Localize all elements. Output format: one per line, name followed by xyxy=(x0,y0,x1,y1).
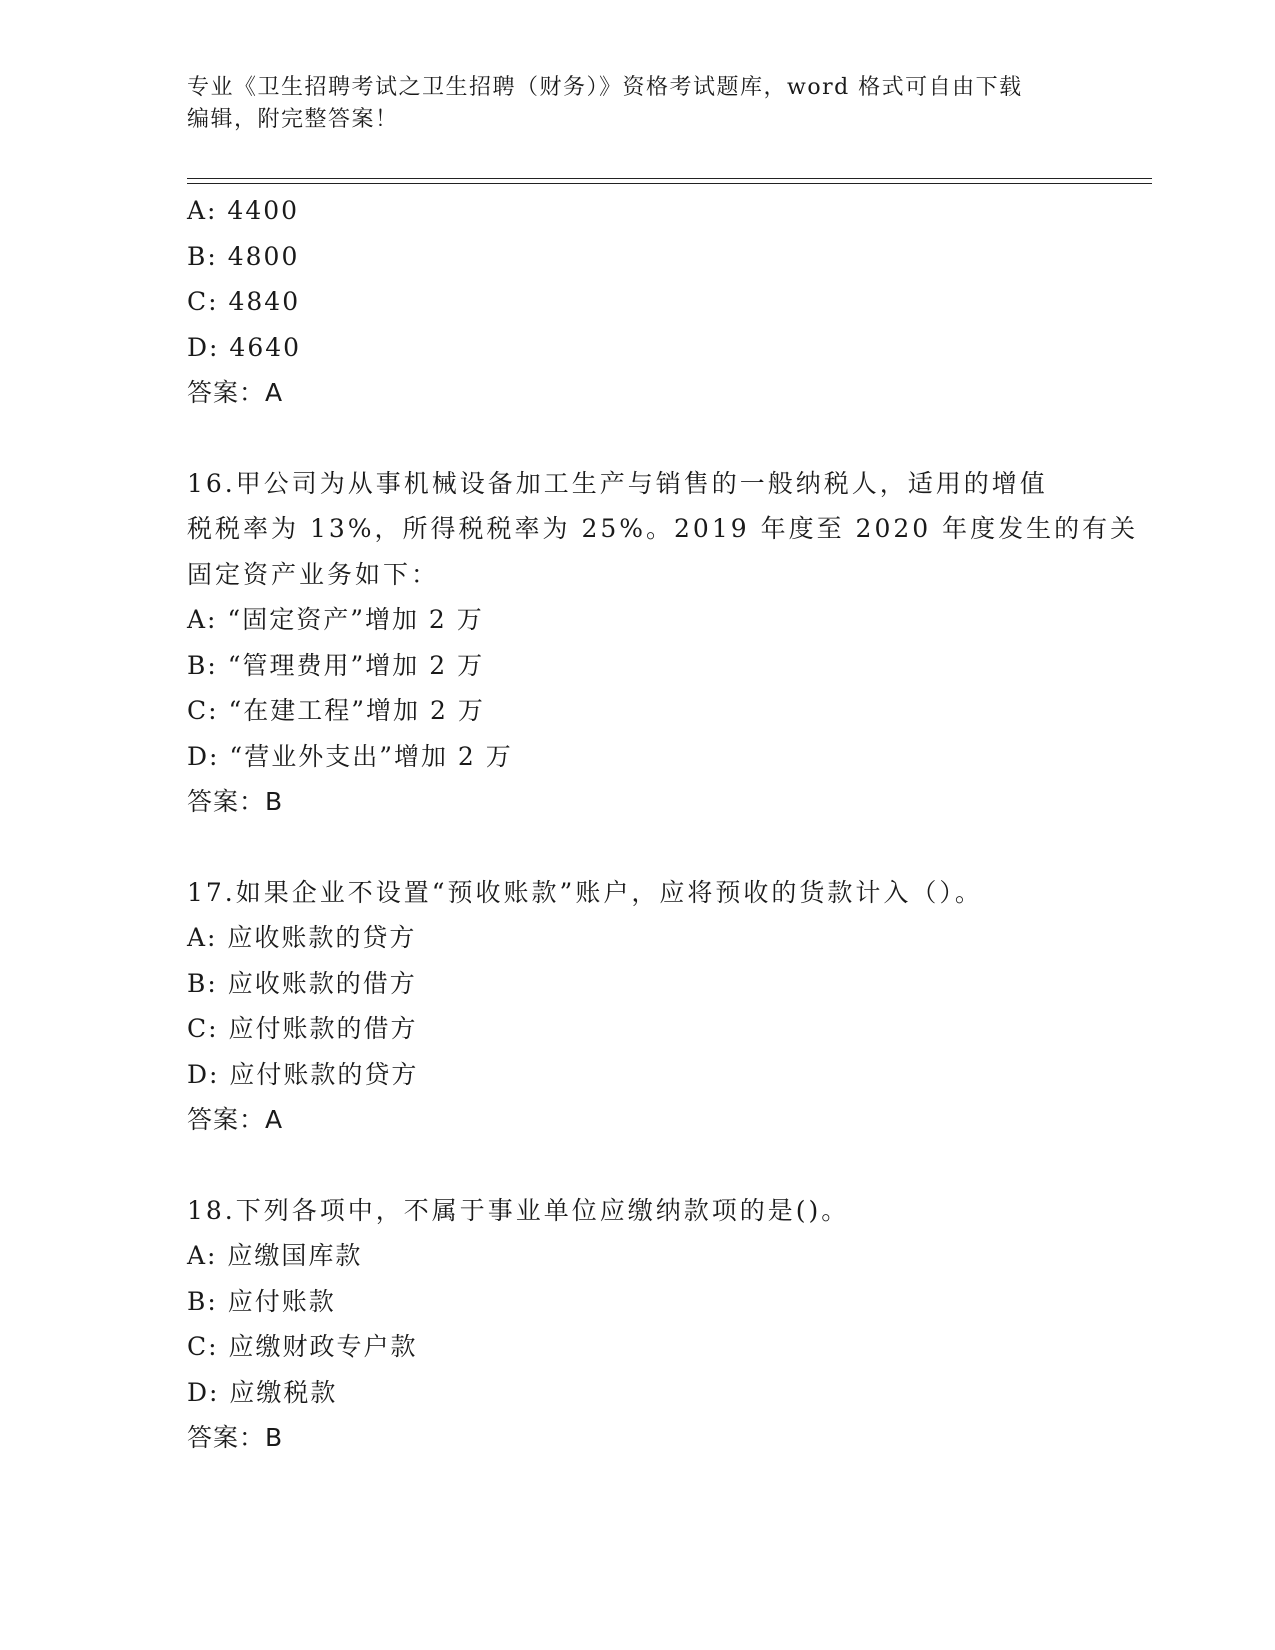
question-spacer xyxy=(187,825,1087,870)
question-stem-line: 18.下列各项中，不属于事业单位应缴纳款项的是()。 xyxy=(187,1195,850,1225)
option-c: C: “在建工程”增加 2 万 xyxy=(187,696,485,725)
option-c: C: 应缴财政专户款 xyxy=(187,1332,418,1361)
question-17 xyxy=(187,870,1087,1143)
option-c: C: 4840 xyxy=(187,287,301,316)
option-a: A: 4400 xyxy=(187,196,300,225)
option-b: B: 应收账款的借方 xyxy=(187,968,417,998)
header-line-2: 编辑，附完整答案！ xyxy=(187,107,399,132)
answer-line: 答案：B xyxy=(187,1423,284,1452)
answer-line: 答案：A xyxy=(187,378,284,407)
question-stem-line: 税税率为 13%，所得税税率为 25%。2019 年度至 2020 年度发生的有关 xyxy=(187,514,1139,543)
header-line-1: 专业《卫生招聘考试之卫生招聘（财务）》资格考试题库，word 格式可自由下载 xyxy=(187,75,1023,100)
option-b: B: 应付账款 xyxy=(187,1286,336,1316)
option-d: D: “营业外支出”增加 2 万 xyxy=(187,741,513,771)
question-stem-line: 固定资产业务如下： xyxy=(187,559,440,589)
question-stem-line: 17.如果企业不设置“预收账款”账户，应将预收的货款计入（）。 xyxy=(187,877,983,907)
header-divider-bottom xyxy=(187,183,1152,184)
question-stem-line: 16.甲公司为从事机械设备加工生产与销售的一般纳税人，适用的增值 xyxy=(187,468,1048,498)
option-b: B: 4800 xyxy=(187,241,300,271)
option-b: B: “管理费用”增加 2 万 xyxy=(187,650,485,680)
option-a: A: “固定资产”增加 2 万 xyxy=(187,605,484,634)
answer-line: 答案：B xyxy=(187,787,284,816)
option-d: D: 4640 xyxy=(187,332,302,362)
option-c: C: 应付账款的借方 xyxy=(187,1014,418,1043)
question-list xyxy=(187,188,1139,1461)
option-a: A: 应收账款的贷方 xyxy=(187,923,417,952)
header-divider-top xyxy=(187,178,1152,179)
question-spacer xyxy=(187,1143,1087,1188)
question-18 xyxy=(187,1188,1087,1461)
document-header xyxy=(187,72,1067,136)
option-a: A: 应缴国库款 xyxy=(187,1241,363,1270)
question-15-tail xyxy=(187,188,1087,416)
question-16 xyxy=(187,461,1139,825)
option-d: D: 应付账款的贷方 xyxy=(187,1059,419,1089)
option-d: D: 应缴税款 xyxy=(187,1377,338,1407)
question-spacer xyxy=(187,416,1087,461)
answer-line: 答案：A xyxy=(187,1105,284,1134)
